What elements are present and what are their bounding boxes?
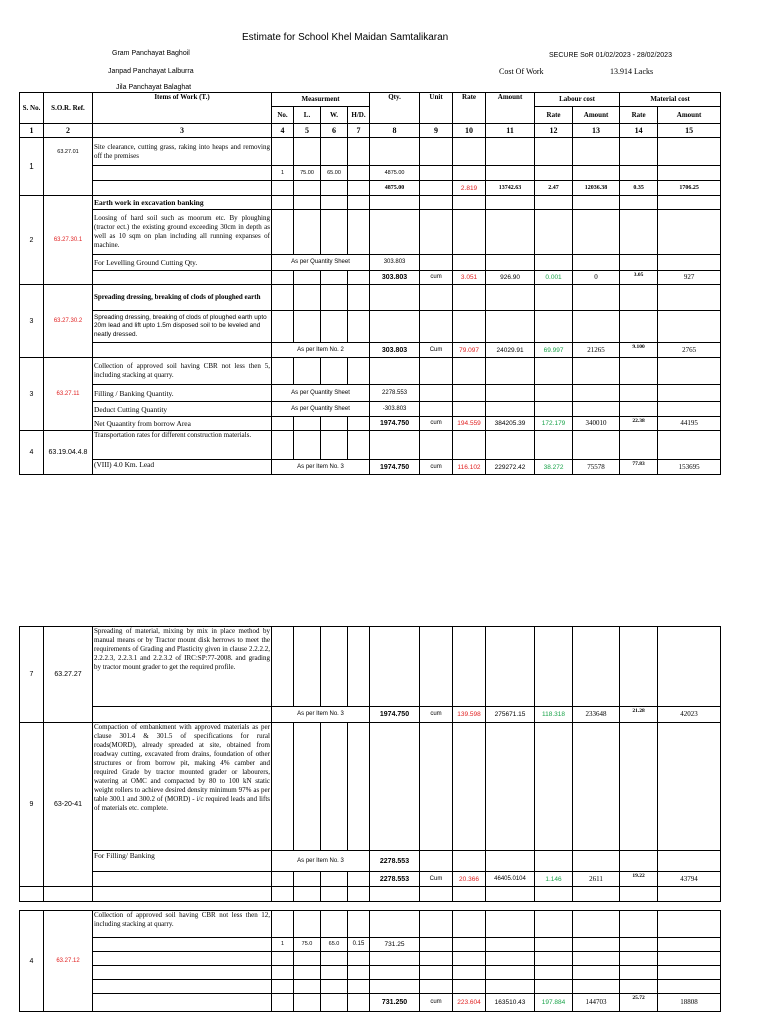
row-rate: 194.559 <box>453 417 486 431</box>
row-description: Collection of approved soil having CBR not less then 12, including stacking at quarry. <box>93 911 272 938</box>
row-labour-rate: 38.272 <box>535 460 573 475</box>
table-row <box>20 210 721 255</box>
table-row <box>20 627 721 707</box>
row-qty: 1974.750 <box>370 707 420 723</box>
row-labour-amount: 340010 <box>573 417 620 431</box>
empty-row <box>20 952 721 966</box>
col-num-6: 6 <box>321 124 348 138</box>
row-material-rate: 25.72 <box>620 994 658 1012</box>
row-amount: 926.90 <box>486 271 535 285</box>
estimate-table-bottom <box>19 626 721 1012</box>
row-amount: 46405.0104 <box>486 872 535 887</box>
row-material-amount: 42023 <box>658 707 721 723</box>
row-reference: As per Item No. 3 <box>272 707 370 723</box>
row-labour-amount: 2611 <box>573 872 620 887</box>
col-material: Material cost <box>620 93 721 107</box>
row-description: Spreading of material, mixing by mix in place method by manual means or by Tractor mount disk herrows to meet the requirements of Grading and Plasticity given in clause 2.2.2.2, 2.2.2.3, 2.2.3.1 and 2.2.3.2 of IRC:SP:77-2008. and grading by tractor mount grader to get the required profile. <box>93 627 272 707</box>
row-sno: 3 <box>20 358 44 431</box>
row-width: 65.00 <box>321 166 348 181</box>
row-qty-calc: 731.25 <box>370 938 420 952</box>
table-row <box>20 851 721 872</box>
row-unit: Cum <box>420 872 453 887</box>
row-reference: As per Quantity Sheet <box>272 385 370 402</box>
row-sno: 4 <box>20 431 44 475</box>
row-sor-ref: 63.27.12 <box>44 911 93 1012</box>
row-amount: 24029.91 <box>486 343 535 358</box>
estimate-table-top <box>19 92 721 475</box>
col-num-11: 11 <box>486 124 535 138</box>
table-row <box>20 723 721 851</box>
row-description: Collection of approved soil having CBR not less then 5, including stacking at quarry. <box>93 358 272 385</box>
row-labour-rate: 197.884 <box>535 994 573 1012</box>
row-labour-rate: 0.001 <box>535 271 573 285</box>
table-row <box>20 271 721 285</box>
row-description: Loosing of hard soil such as moorum etc. By ploughing (tractor ect.) the existing ground exceeding 30cm in depth as well as 10 sqm on plan including all running expanses of machine. <box>93 210 272 255</box>
row-description: Site clearance, cutting grass, raking into heaps and removing off the premises <box>93 138 272 166</box>
col-num-5: 5 <box>294 124 321 138</box>
row-qty-calc: -303.803 <box>370 402 420 417</box>
col-l: L. <box>294 107 321 124</box>
row-rate: 139.598 <box>453 707 486 723</box>
row-material-amount: 2765 <box>658 343 721 358</box>
row-sno: 3 <box>20 285 44 358</box>
table-row <box>20 460 721 475</box>
row-unit: Cum <box>420 343 453 358</box>
row-unit: cum <box>420 707 453 723</box>
row-material-amount: 1706.25 <box>658 181 721 196</box>
column-number-row <box>20 124 721 138</box>
row-qty: 303.803 <box>370 271 420 285</box>
col-num-2: 2 <box>44 124 93 138</box>
row-heading: Earth work in excavation banking <box>93 196 272 210</box>
col-num-8: 8 <box>370 124 420 138</box>
col-material-rate: Rate <box>620 107 658 124</box>
col-rate: Rate <box>453 93 486 124</box>
row-reference: As per Item No. 3 <box>272 460 370 475</box>
row-material-amount: 18808 <box>658 994 721 1012</box>
row-labour-amount: 233648 <box>573 707 620 723</box>
cost-of-work-label: Cost Of Work <box>499 67 544 76</box>
table-row <box>20 994 721 1012</box>
row-material-rate: 22.38 <box>620 417 658 431</box>
row-reference: As per Quantity Sheet <box>272 402 370 417</box>
row-sub-description: (VIII) 4.0 Km. Lead <box>93 460 272 475</box>
row-qty: 1974.750 <box>370 460 420 475</box>
row-sor-ref: 63-20-41 <box>44 723 93 887</box>
col-measurement: Measurment <box>272 93 370 107</box>
row-labour-amount: 12036.38 <box>573 181 620 196</box>
col-no: No. <box>272 107 294 124</box>
row-unit: cum <box>420 994 453 1012</box>
col-sor: S.O.R. Ref. <box>44 93 93 124</box>
col-num-9: 9 <box>420 124 453 138</box>
table-row <box>20 285 721 311</box>
col-num-13: 13 <box>573 124 620 138</box>
row-material-amount: 44195 <box>658 417 721 431</box>
row-qty-calc: 303.803 <box>370 255 420 271</box>
empty-row <box>20 887 721 902</box>
row-amount: 384205.39 <box>486 417 535 431</box>
row-description: Compaction of embankment with approved materials as per clause 301.4 & 301.5 of specifications for rural roads(MORD), already spreaded at site, obtained from roadway cutting, excavated from drains, foundation of other structures or from borrow pit, making 4% camber and required Grade by tractor mounted grader or labourers, watering at OMC and compacted by 80 to 100 kN static weight rollers to achieve desired density minimum 97% as per table 300.1 and 300.2 of (MORD) - i/c required leads and lifts of materials etc. complete. <box>93 723 272 851</box>
row-material-rate: 0.35 <box>620 181 658 196</box>
header-row-1 <box>20 93 721 107</box>
row-no: 1 <box>272 938 294 952</box>
row-description: Spreading dressing, breaking of clods of ploughed earth upto 20m lead and lift upto 1.5m disposed soil to be leveled and neatly dressed. <box>93 311 272 343</box>
row-length: 75.0 <box>294 938 321 952</box>
row-amount: 13742.63 <box>486 181 535 196</box>
row-rate: 3.051 <box>453 271 486 285</box>
col-num-10: 10 <box>453 124 486 138</box>
row-rate: 2.819 <box>453 181 486 196</box>
empty-row <box>20 902 721 911</box>
row-unit: cum <box>420 417 453 431</box>
row-reference: As per Item No. 3 <box>272 851 370 872</box>
col-unit: Unit <box>420 93 453 124</box>
row-reference: As per Item No. 2 <box>272 343 370 358</box>
row-sno: 9 <box>20 723 44 887</box>
row-material-rate: 77.83 <box>620 460 658 475</box>
row-sub-description: Net Quaantity from borrow Area <box>93 417 272 431</box>
row-sub-description: Filling / Banking Quantity. <box>93 385 272 402</box>
row-labour-amount: 144703 <box>573 994 620 1012</box>
row-amount: 229272.42 <box>486 460 535 475</box>
janpad-panchayat: Janpad Panchayat Lalburra <box>108 68 194 75</box>
row-labour-amount: 75578 <box>573 460 620 475</box>
row-rate: 223.604 <box>453 994 486 1012</box>
col-hd: H/D. <box>348 107 370 124</box>
row-amount: 275671.15 <box>486 707 535 723</box>
row-sub-description: Deduct Cutting Quantity <box>93 402 272 417</box>
row-sor-ref: 63.27.01 <box>44 138 93 196</box>
row-height: 0.15 <box>348 938 370 952</box>
col-num-1: 1 <box>20 124 44 138</box>
row-qty: 2278.553 <box>370 872 420 887</box>
row-sno: 1 <box>20 138 44 196</box>
row-sor-ref: 63.19.04.4.8 <box>44 431 93 475</box>
gram-panchayat: Gram Panchayat Baghoil <box>112 50 190 57</box>
row-qty: 4875.00 <box>370 181 420 196</box>
row-no: 1 <box>272 166 294 181</box>
row-labour-rate: 118.318 <box>535 707 573 723</box>
col-w: W. <box>321 107 348 124</box>
table-row <box>20 938 721 952</box>
row-labour-rate: 1.146 <box>535 872 573 887</box>
col-labour: Labour cost <box>535 93 620 107</box>
col-num-3: 3 <box>93 124 272 138</box>
row-material-amount: 927 <box>658 271 721 285</box>
row-heading: Spreading dressing, breaking of clods of ploughed earth <box>93 285 272 311</box>
row-width: 65.0 <box>321 938 348 952</box>
row-rate: 116.102 <box>453 460 486 475</box>
table-row <box>20 707 721 723</box>
row-qty-calc: 2278.553 <box>370 385 420 402</box>
row-labour-amount: 21265 <box>573 343 620 358</box>
col-num-14: 14 <box>620 124 658 138</box>
row-sub-description: For Levelling Ground Cutting Qty. <box>93 255 272 271</box>
table-row <box>20 311 721 343</box>
col-labour-rate: Rate <box>535 107 573 124</box>
row-material-amount: 153695 <box>658 460 721 475</box>
col-material-amount: Amount <box>658 107 721 124</box>
row-sub-description: For Filling/ Banking <box>93 851 272 872</box>
row-unit: cum <box>420 271 453 285</box>
row-labour-rate: 172.179 <box>535 417 573 431</box>
col-sno: S. No. <box>20 93 44 124</box>
row-sor-ref: 63.27.30.1 <box>44 196 93 285</box>
row-unit: cum <box>420 460 453 475</box>
table-row <box>20 138 721 166</box>
row-sno: 7 <box>20 627 44 723</box>
estimate-title: Estimate for School Khel Maidan Samtalikaran <box>242 32 449 43</box>
row-qty: 731.250 <box>370 994 420 1012</box>
row-labour-rate: 2.47 <box>535 181 573 196</box>
row-material-amount: 43794 <box>658 872 721 887</box>
table-row <box>20 255 721 271</box>
cost-of-work-value: 13.914 Lacks <box>610 67 654 76</box>
row-sor-ref: 63.27.27 <box>44 627 93 723</box>
row-material-rate: 9.100 <box>620 343 658 358</box>
row-qty-calc: 4875.00 <box>370 166 420 181</box>
table-row <box>20 196 721 210</box>
row-rate: 20.366 <box>453 872 486 887</box>
row-qty: 303.803 <box>370 343 420 358</box>
jila-panchayat: Jila Panchayat Balaghat <box>116 84 192 91</box>
sor-period: SECURE SoR 01/02/2023 - 28/02/2023 <box>549 52 672 59</box>
row-qty: 1974.750 <box>370 417 420 431</box>
row-labour-rate: 69.997 <box>535 343 573 358</box>
col-num-12: 12 <box>535 124 573 138</box>
col-qty: Qty. <box>370 93 420 124</box>
col-num-7: 7 <box>348 124 370 138</box>
row-material-rate: 19.22 <box>620 872 658 887</box>
row-material-rate: 3.05 <box>620 271 658 285</box>
row-rate: 79.097 <box>453 343 486 358</box>
table-row <box>20 166 721 181</box>
table-row <box>20 911 721 938</box>
empty-row <box>20 966 721 980</box>
col-num-4: 4 <box>272 124 294 138</box>
row-labour-amount: 0 <box>573 271 620 285</box>
empty-row <box>20 980 721 994</box>
table-row <box>20 872 721 887</box>
table-row <box>20 181 721 196</box>
table-row <box>20 343 721 358</box>
table-row <box>20 431 721 460</box>
row-sor-ref: 63.27.11 <box>44 358 93 431</box>
table-row <box>20 385 721 402</box>
col-labour-amount: Amount <box>573 107 620 124</box>
row-material-rate: 21.28 <box>620 707 658 723</box>
col-amount: Amount <box>486 93 535 124</box>
row-sno: 4 <box>20 911 44 1012</box>
col-num-15: 15 <box>658 124 721 138</box>
col-items: Items of Work (T.) <box>93 93 272 124</box>
row-sno: 2 <box>20 196 44 285</box>
row-reference: As per Quantity Sheet <box>272 255 370 271</box>
table-row <box>20 417 721 431</box>
row-length: 75.00 <box>294 166 321 181</box>
row-amount: 163510.43 <box>486 994 535 1012</box>
row-description: Transportation rates for different construction materials. <box>93 431 272 460</box>
table-row <box>20 402 721 417</box>
table-row <box>20 358 721 385</box>
row-qty-calc: 2278.553 <box>370 851 420 872</box>
row-sor-ref: 63.27.30.2 <box>44 285 93 358</box>
